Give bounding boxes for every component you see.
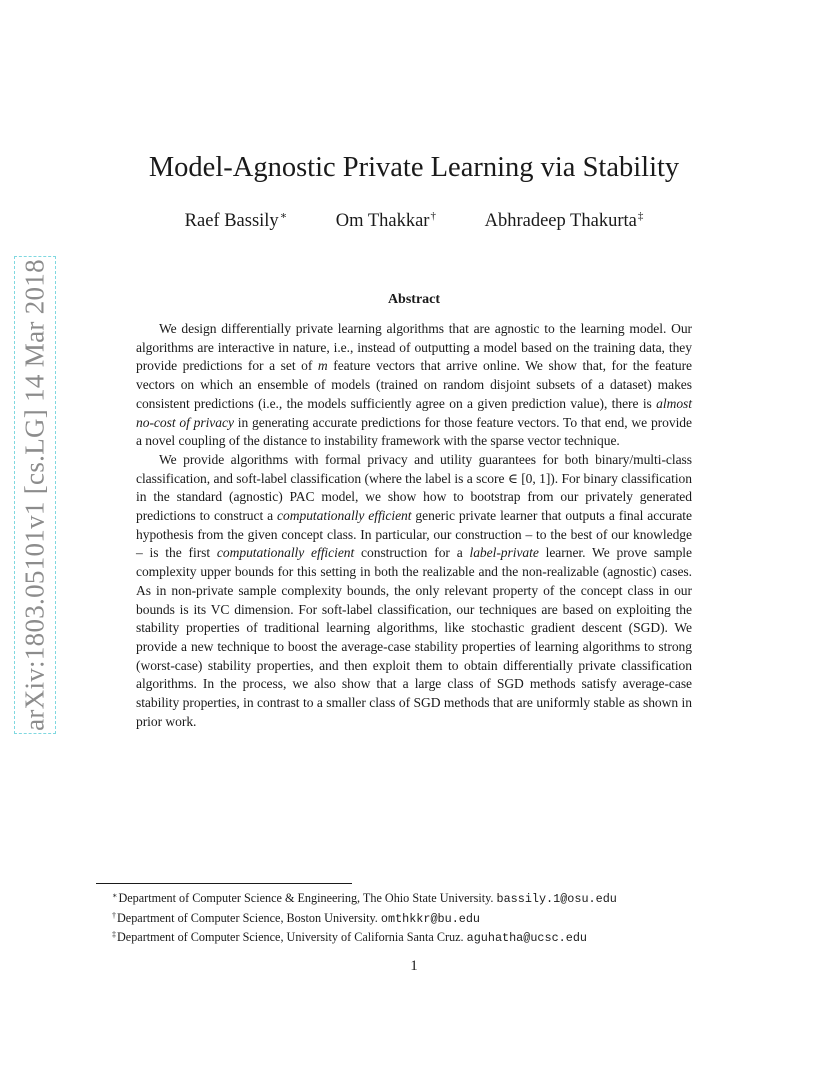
abstract-body [136,320,692,731]
footnote-text: Department of Computer Science, Boston University. [117,910,381,925]
footnote-text: Department of Computer Science, University of California Santa Cruz. [117,930,467,944]
author-3 [485,210,644,232]
emphasis-text: almost no-cost of privacy [136,395,692,430]
abstract-text: We provide algorithms with formal privacy and utility guarantees for both binary/multi-class classification, and soft-label classification (where the label is a score ∈ [0, 1]). For binary classification in the standard (agnostic) PAC model, we show how to bootstrap from our privately generated predictions to construct a [136,451,692,524]
author-name: Om Thakkar [335,211,430,231]
author-list [0,209,828,232]
abstract-text: feature vectors that arrive online. We show that, for the feature vectors on which an ensemble of models (trained on random disjoint subsets of a dataset) makes consistent predictions (i.e., the models sufficiently agree on a given prediction value), there is [136,358,692,411]
footnote-mark: † [112,910,116,920]
footnote-2 [112,908,712,928]
arxiv-identifier: arXiv:1803.05101v1 [cs.LG] 14 Mar 2018 [19,259,50,731]
emphasis-text: computationally efficient [277,508,412,524]
author-name: Abhradeep Thakurta [484,211,637,231]
paper-title: Model-Agnostic Private Learning via Stability [148,152,680,183]
footnotes [112,888,712,947]
footnote-mark: † [430,210,436,222]
footnote-mark: ‡ [637,210,644,222]
email-address: aguhatha@ucsc.edu [466,931,587,945]
author-1 [185,209,288,232]
footnote-mark: ∗ [279,210,288,222]
abstract-text: in generating accurate predictions for those feature vectors. To that end, we provide a novel coupling of the distance to instability framework with the sparse vector technique. [136,414,692,449]
abstract-text: learner. We prove sample complexity upper bounds for this setting in both the realizable and the non-realizable (agnostic) cases. As in non-private sample complexity bounds, the only relevant property of the concept class in our bounds is its VC dimension. For soft-label classification, our techniques are based on exploiting the stability properties of traditional learning algorithms, like stochastic gradient descent (SGD). We provide a new technique to boost the average-case stability properties of learning algorithms to strong (worst-case) stability properties, and then exploit them to obtain differentially private classification algorithms. In the process, we also show that a large class of SGD methods satisfy average-case stability properties, in contrast to a smaller class of SGD methods that are uniformly stable as shown in prior work. [136,545,692,729]
footnote-3 [112,927,712,947]
abstract-text: construction for a [354,545,470,561]
abstract-paragraph-2 [136,451,692,732]
arxiv-stamp [14,256,56,734]
footnote-1 [112,888,712,908]
abstract-heading: Abstract [387,292,441,307]
footnote-text: Department of Computer Science & Engineering, The Ohio State University. [118,891,497,905]
abstract-paragraph-1 [136,320,692,451]
footnote-mark: ∗ [112,891,118,900]
emphasis-text: label-private [469,545,539,561]
footnote-divider [96,883,352,884]
emphasis-text: computationally efficient [216,545,355,561]
author-name: Raef Bassily [184,211,279,231]
footnote-mark: ‡ [112,930,116,939]
email-address: omthkkr@bu.edu [380,911,481,926]
math-variable: m [317,358,328,374]
abstract-text: generic private learner that outputs a final accurate hypothesis from the given concept class. In particular, our construction – to the best of our knowledge – is the first [136,508,692,561]
author-2 [336,210,436,232]
abstract-text: We design differentially private learning algorithms that are agnostic to the learning model. Our algorithms are interactive in nature, i.e., instead of outputting a model based on the training data, they provide predictions for a set of [136,321,692,374]
email-address: bassily.1@osu.edu [496,892,617,906]
page-number: 1 [410,958,418,974]
